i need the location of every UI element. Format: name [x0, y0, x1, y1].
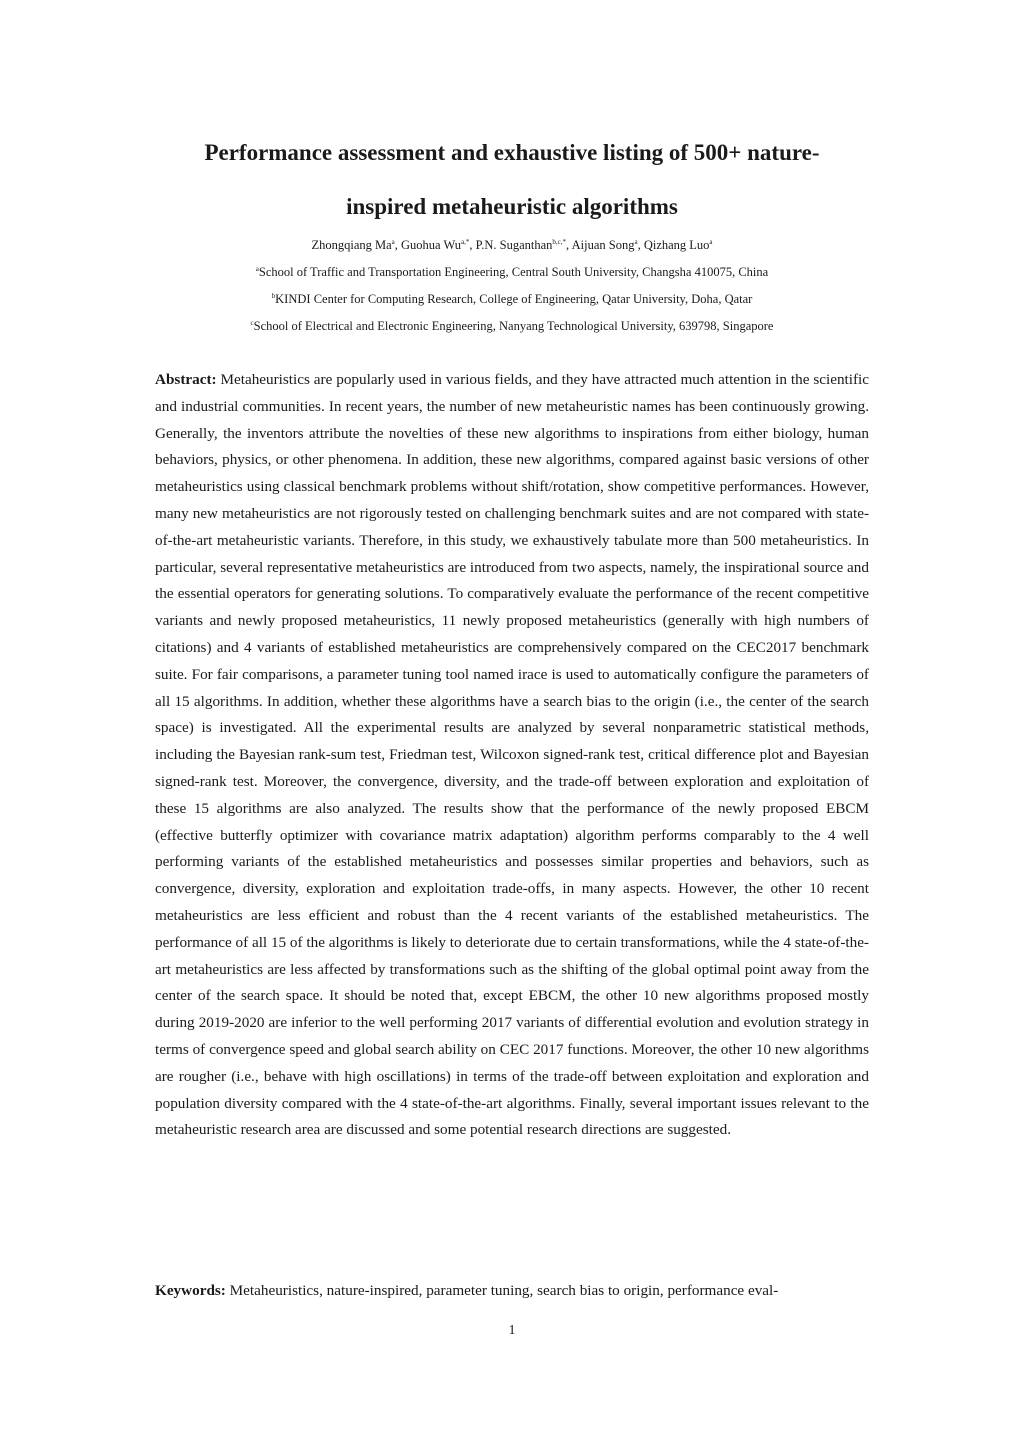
abstract-text: Metaheuristics are popularly used in various fields, and they have attracted much attention in the scientific and industrial communities. In recent years, the number of new metaheuristic names has been continuously growing. Generally, the inventors attribute the novelties of these new algorithms to inspirations from either biology, human behaviors, physics, or other phenomena. In addition, these new algorithms, compared against basic versions of other metaheuristics using classical benchmark problems without shift/rotation, show competitive performances. However, many new metaheuristics are not rigorously tested on challenging benchmark suites and are not compared with state-of-the-art metaheuristic variants. Therefore, in this study, we exhaustively tabulate more than 500 metaheuristics. In particular, several representative metaheuristics are introduced from two aspects, namely, the inspirational source and the essential operators for generating solutions. To comparatively evaluate the performance of the recent competitive variants and newly proposed metaheuristics, 11 newly proposed metaheuristics (generally with high numbers of citations) and 4 variants of established metaheuristics are comprehensively compared on the CEC2017 benchmark suite. For fair comparisons, a parameter tuning tool named irace is used to automatically configure the parameters of all 15 algorithms. In addition, whether these algorithms have a search bias to the origin (i.e., the center of the search space) is investigated. All the experimental results are analyzed by several nonparametric statistical methods, including the Bayesian rank-sum test, Friedman test, Wilcoxon signed-rank test, critical difference plot and Bayesian signed-rank test. Moreover, the convergence, diversity, and the trade-off between exploration and exploitation of these 15 algorithms are also analyzed. The results show that the performance of the newly proposed EBCM (effective butterfly optimizer with covariance matrix adaptation) algorithm performs comparably to the 4 well performing variants of the established metaheuristics and possesses similar properties and behaviors, such as convergence, diversity, exploration and exploitation trade-offs, in many aspects. However, the other 10 recent metaheuristics are less efficient and robust than the 4 recent variants of the established metaheuristics. The performance of all 15 of the algorithms is likely to deteriorate due to certain transformations, while the 4 state-of-the-art metaheuristics are less affected by transformations such as the shifting of the global optimal point away from the center of the search space. It should be noted that, except EBCM, the other 10 new algorithms proposed mostly during 2019-2020 are inferior to the well performing 2017 variants of differential evolution and evolution strategy in terms of convergence speed and global search ability on CEC 2017 functions. Moreover, the other 10 new algorithms are rougher (i.e., behave with high oscillations) in terms of the trade-off between exploitation and exploration and population diversity compared with the 4 state-of-the-art algorithms. Finally, several important issues relevant to the metaheuristic research area are discussed and some potential research directions are suggested. [155, 371, 869, 1139]
title-line-1: Performance assessment and exhaustive listing of 500+ nature- [204, 140, 820, 165]
title-line-2: inspired metaheuristic algorithms [346, 194, 678, 219]
affiliation-b: $^b$KINDI Center for Computing Research, College of Engineering, Qatar University, Doha, Qatar [271, 292, 753, 306]
keywords-text: Metaheuristics, nature-inspired, parameter tuning, search bias to origin, performance eval- [229, 1282, 779, 1299]
affiliation-c: $^c$School of Electrical and Electronic Engineering, Nanyang Technological University, 639798, Singapore [250, 319, 774, 333]
abstract [155, 367, 869, 1144]
keywords [155, 1278, 869, 1305]
author: Zhongqiang Ma$^a$, [311, 238, 402, 252]
page-number: 1 [508, 1323, 516, 1338]
author: Qizhang Luo$^a$ [643, 238, 713, 252]
author-list [100, 236, 924, 254]
affiliation-a: $^a$School of Traffic and Transportation Engineering, Central South University, Changsha 410075, China [255, 265, 769, 279]
author: Aijuan Song$^a$, [571, 238, 644, 252]
paper-title [120, 126, 904, 234]
author: Guohua $Wu^{a,*}$, [401, 238, 476, 252]
author: P.N. Suganthan$^{b,c,*}$, [475, 238, 572, 252]
keywords-label: Keywords: [155, 1282, 226, 1299]
abstract-label: Abstract: [155, 371, 217, 388]
